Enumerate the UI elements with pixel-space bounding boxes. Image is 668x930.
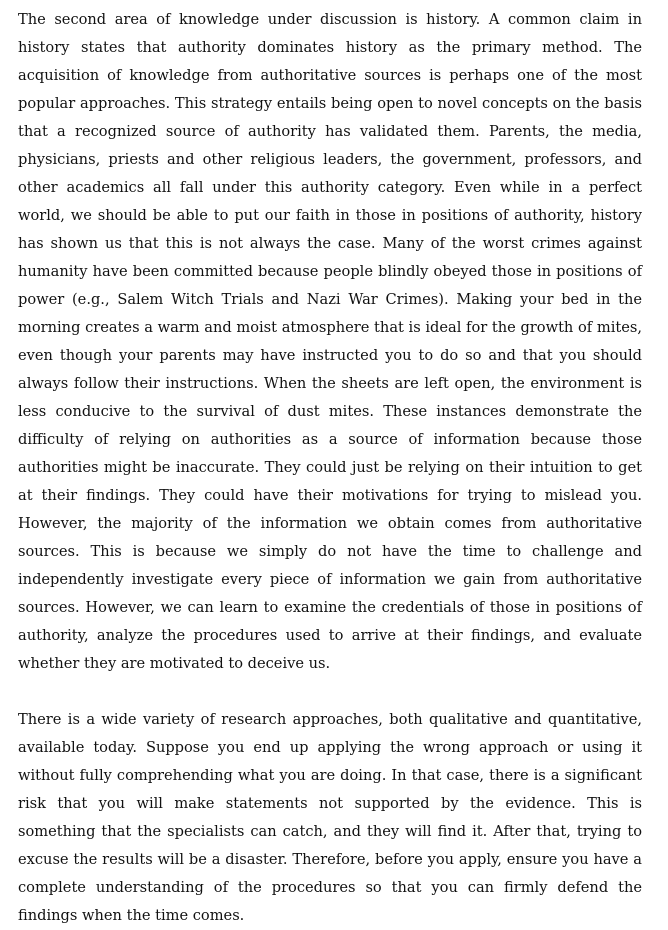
paragraph-research-approaches: There is a wide variety of research approaches, both qualitative and quantitative, available today. Suppose you end up applying the wrong approach or using it without fully comprehending what you are doing. In that case, there is a significant risk that you will make statements not supported by the evidence. This is something that the specialists can catch, and they will find it. After that, trying to excuse the results will be a disaster. Therefore, before you apply, ensure you have a complete understanding of the procedures so that you can firmly defend the findings when the time comes.	[18, 711, 642, 924]
paragraph-history-authority: The second area of knowledge under discussion is history. A common claim in history states that authority dominates history as the primary method. The acquisition of knowledge from authoritative sources is perhaps one of the most popular approaches. This strategy entails being open to novel concepts on the basis that a recognized source of authority has validated them. Parents, the media, physicians, priests and other religious leaders, the government, professors, and other academics all fall under this authority category. Even while in a perfect world, we should be able to put our faith in those in positions of authority, history has shown us that this is not always the case. Many of the worst crimes against humanity have been committed because people blindly obeyed those in positions of power (e.g., Salem Witch Trials and Nazi War Crimes). Making your bed in the morning creates a warm and moist atmosphere that is ideal for the growth of mites, even though your parents may have instructed you to do so and that you should always follow their instructions. When the sheets are left open, the environment is less conducive to the survival of dust mites. These instances demonstrate the difficulty of relying on authorities as a source of information because those authorities might be inaccurate. They could just be relying on their intuition to get at their findings. They could have their motivations for trying to mislead you. However, the majority of the information we obtain comes from authoritative sources. This is because we simply do not have the time to challenge and independently investigate every piece of information we gain from authoritative sources. However, we can learn to examine the credentials of those in positions of authority, analyze the procedures used to arrive at their findings, and evaluate whether they are motivated to deceive us.	[18, 11, 642, 672]
document-body	[18, 6, 642, 930]
